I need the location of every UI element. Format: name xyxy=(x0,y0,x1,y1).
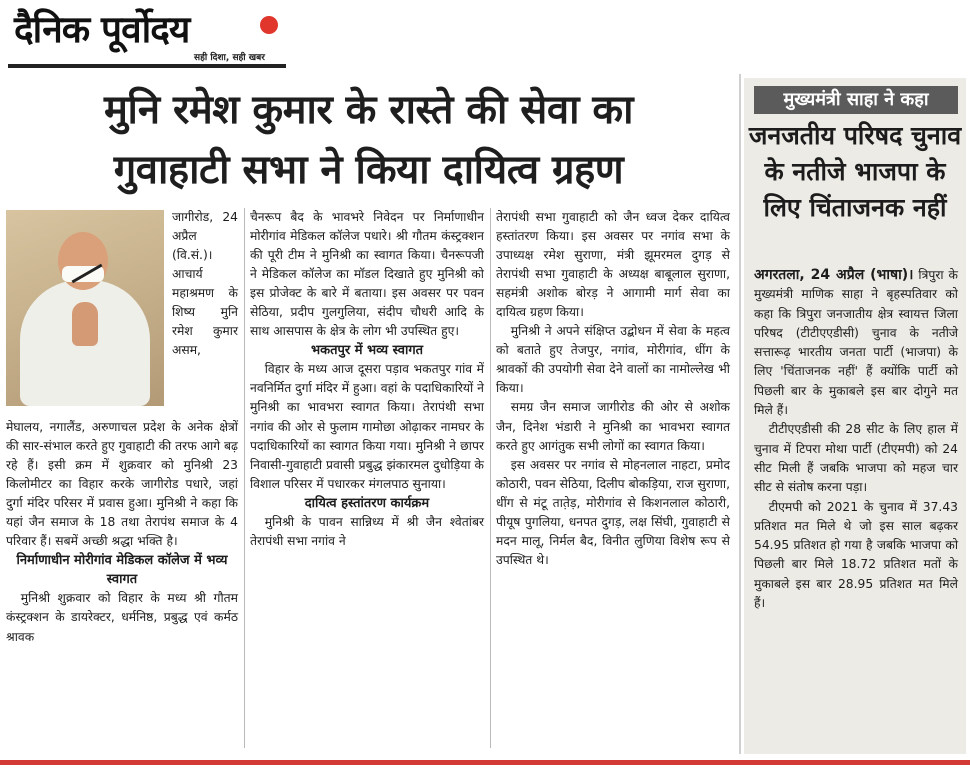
masthead-rule xyxy=(8,64,286,68)
column-divider xyxy=(244,208,245,748)
article-paragraph: समग्र जैन समाज जागीरोड की ओर से अशोक जैन, दिनेश भंडारी ने मुनिश्री का भावभरा स्वागत करते हुए आगंतुक सभी लोगों का स्वागत किया। xyxy=(496,400,730,453)
article-paragraph: मुनिश्री ने अपने संक्षिप्त उद्बोधन में सेवा के महत्व को बताते हुए तेजपुर, नगांव, मोरीगांव, धींग के श्रावकों की उपयोगी सेवा देने वालों का नामोल्लेख भी किया। xyxy=(496,324,730,396)
headline-line-1: मुनि रमेश कुमार के रास्ते की सेवा का xyxy=(104,87,633,133)
masthead xyxy=(8,6,288,74)
dateline-paragraph: जागीरोड, 24 अप्रैल (वि.सं.)। आचार्य महाश्रमण के शिष्य मुनि रमेश कुमार असम, xyxy=(172,210,238,358)
sidebar-paragraph: टीटीएएडीसी की 28 सीट के लिए हाल में चुनाव में टिपरा मोथा पार्टी (टीएमपी) को 24 सीट मिली हैं जबकि भाजपा को महज चार सीट से संतोष करना पड़ा। xyxy=(754,422,958,495)
muni-photo xyxy=(6,210,164,406)
column-3 xyxy=(496,208,730,570)
column-2 xyxy=(250,208,484,551)
tagline: सही दिशा, सही खबर xyxy=(194,53,265,63)
column-divider xyxy=(490,208,491,748)
photo-folded-hands xyxy=(72,302,98,346)
column-1 xyxy=(6,418,238,647)
article-paragraph: मेघालय, नगालैंड, अरुणाचल प्रदेश के अनेक क्षेत्रों की सार-संभाल करते हुए गुवाहाटी की तरफ आगे बढ़ रहे हैं। इसी क्रम में शुक्रवार को मुनिश्री 23 किलोमीटर का विहार करके जागीरोड पधारे, जहां दुर्गा मंदिर परिसर में प्रवास हुआ। मुनिश्री ने कहा कि यहां जैन समाज के 18 तथा तेरापंथ समाज के 4 परिवार हैं। सबमें अच्छी श्रद्धा भक्ति है। xyxy=(6,420,238,549)
sidebar-kicker: मुख्यमंत्री साहा ने कहा xyxy=(754,86,958,114)
sidebar-body xyxy=(754,266,958,613)
subheading-bhakatpur: भकतपुर में भव्य स्वागत xyxy=(310,343,424,359)
article-paragraph: विहार के मध्य आज दूसरा पड़ाव भकतपुर गांव में नवनिर्मित दुर्गा मंदिर में हुआ। वहां के पदाधिकारियों ने मुनिश्री का भावभरा स्वागत किया। तेरापंथी सभा नगांव की ओर से फुलाम गामोछा ओढ़ाकर नामघर के पदाधिकारियों का स्वागत किया गया। मुनिश्री ने छापर निवासी-गुवाहाटी प्रवासी प्रबुद्ध झंकारमल दुधोड़िया के विशाल परिसर में पधारकर मंगलपाठ सुनाया। xyxy=(250,362,484,491)
subheading-handover: दायित्व हस्तांतरण कार्यक्रम xyxy=(304,495,430,511)
sidebar-headline: जनजतीय परिषद चुनाव के नतीजे भाजपा के लिए चिंताजनक नहीं xyxy=(748,121,962,222)
sidebar-divider xyxy=(739,74,741,754)
article-paragraph: मुनिश्री के पावन सान्निध्य में श्री जैन श्वेतांबर तेरापंथी सभा नगांव ने xyxy=(250,514,484,548)
article-paragraph: मुनिश्री शुक्रवार को विहार के मध्य श्री गौतम कंस्ट्रक्शन के डायरेक्टर, धर्मनिष्ठ, प्रबुद्ध एवं कर्मठ श्रावक xyxy=(6,591,238,644)
article-paragraph: तेरापंथी सभा गुवाहाटी को जैन ध्वज देकर दायित्व हस्तांतरण किया। इस अवसर पर नगांव सभा के उपाध्यक्ष रमेश सुराणा, मंत्री झूमरमल दुगड़ से तेरापंथी सभा गुवाहाटी के अध्यक्ष बाबूलाल सुराणा, सहमंत्री अशोक बोरड़ ने आगामी मार्ग सेवा का दायित्व ग्रहण किया। xyxy=(496,210,730,320)
article-paragraph: चैनरूप बैद के भावभरे निवेदन पर निर्माणाधीन मोरीगांव मेडिकल कॉलेज पधारे। श्री गौतम कंस्ट्रक्शन की पूरी टीम ने मुनिश्री का स्वागत किया। चैनरूपजी ने मेडिकल कॉलेज का मॉडल दिखाते हुए मुनिश्री को इस प्रोजेक्ट के बारे में बताया। इस अवसर पर पवन सेठिया, प्रदीप गुलगुलिया, संदीप चौधरी आदि के साथ आसपास के क्षेत्र के लोग भी उपस्थित हुए। xyxy=(250,210,484,339)
headline-line-2: गुवाहाटी सभा ने किया दायित्व ग्रहण xyxy=(113,147,624,193)
sidebar-paragraph: टीएमपी को 2021 के चुनाव में 37.43 प्रतिशत मत मिले थे जो इस साल बढ़कर 54.95 प्रतिशत हो गया है जबकि भाजपा को पिछली बार मिले 18.72 प्रतिशत मतों के मुकाबले इस बार 28.95 प्रतिशत मत मिले हैं। xyxy=(754,499,958,611)
newspaper-logo[interactable]: दैनिक पूर्वोदय xyxy=(14,8,190,51)
bottom-rule xyxy=(0,760,970,765)
column-1-beside-photo xyxy=(172,208,238,360)
subheading-medical-college: निर्माणाधीन मोरीगांव मेडिकल कॉलेज में भव्य स्वागत xyxy=(16,553,228,588)
article-paragraph: इस अवसर पर नगांव से मोहनलाल नाहटा, प्रमोद कोठारी, पवन सेठिया, दिलीप बोकड़िया, राज सुराणा, धींग से मंटू ताते़ड़, मोरीगांव से किशनलाल कोठारी, पीयूष पुगलिया, धनपत दुगड़, लक्ष सिंघी, गुवाहाटी से मदन मालू, निर्मल बैद, विनीत लुणिया विशेष रूप से उपस्थित थे। xyxy=(496,457,730,567)
sidebar-paragraph: त्रिपुरा के मुख्यमंत्री माणिक साहा ने बृहस्पतिवार को कहा कि त्रिपुरा जनजातीय क्षेत्र स्वायत्त जिला परिषद (टीटीएएडीसी) चुनाव के नतीजे सत्तारूढ़ भारतीय जनता पार्टी (भाजपा) के लिए 'चिंताजनक नहीं' हैं क्योंकि पार्टी को पिछली बार के मुकाबले इस बार दोगुने मत मिले हैं। xyxy=(754,268,958,418)
logo-dot-icon xyxy=(260,16,278,34)
sidebar-dateline: अगरतला, 24 अप्रैल (भाषा)। xyxy=(754,267,914,283)
